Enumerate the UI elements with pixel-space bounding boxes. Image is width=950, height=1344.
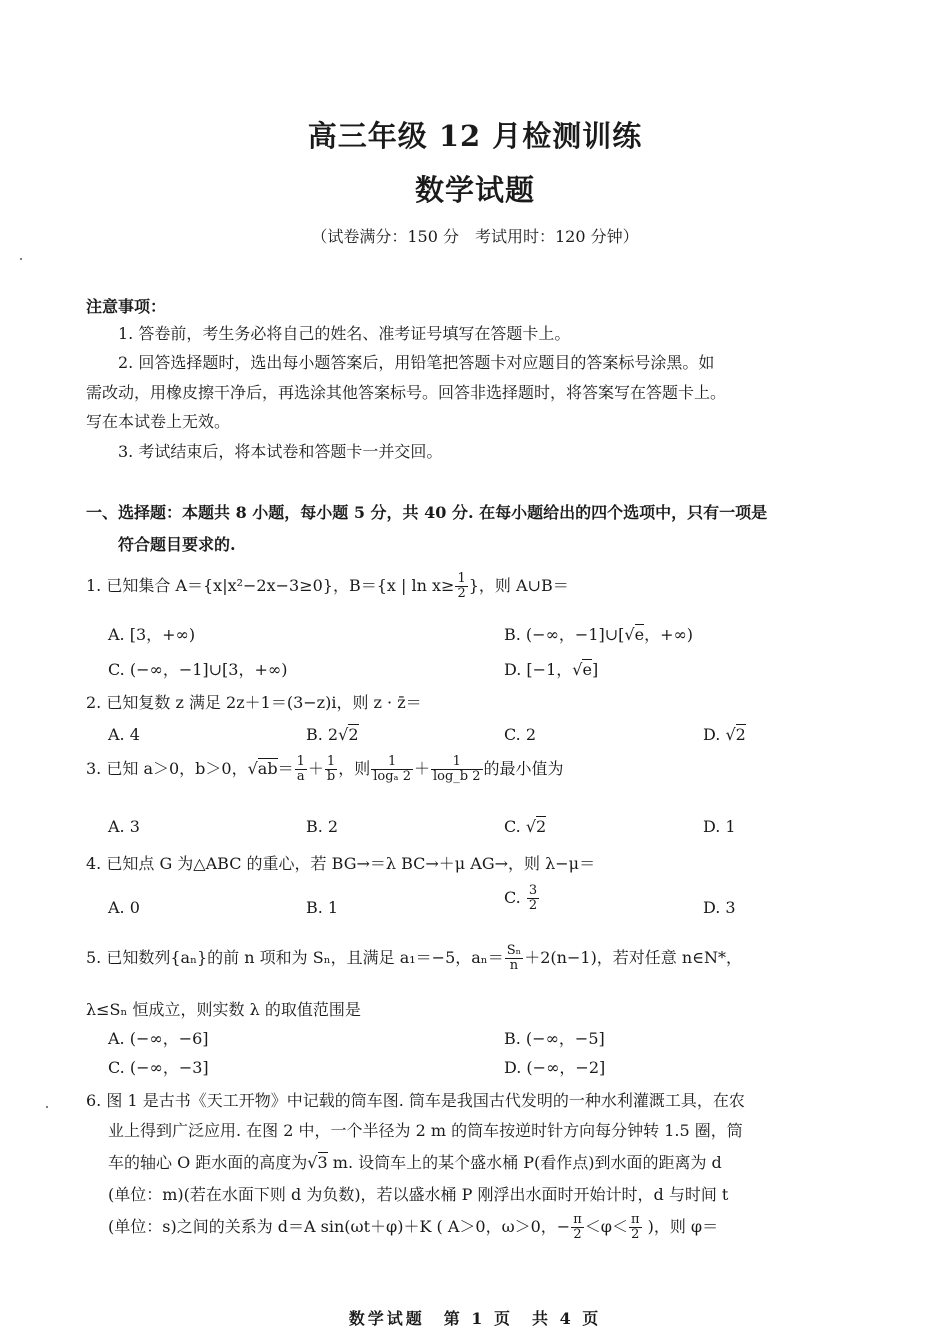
- q6-fraction-1: [571, 1213, 584, 1242]
- q2-option-c: C. 2: [504, 725, 537, 744]
- question-5-line-2: λ≤Sₙ 恒成立，则实数 λ 的取值范围是: [86, 1000, 361, 1019]
- q3-f3-num: 1: [371, 755, 413, 770]
- q3-stem-a: 3. 已知 a＞0，b＞0，: [86, 759, 248, 778]
- q5-option-c: C. (−∞，−3]: [108, 1058, 209, 1077]
- q5-fraction: [505, 944, 524, 973]
- subject-title: 数学试题: [414, 173, 535, 207]
- q3-option-a: A. 3: [108, 817, 140, 836]
- q1-d-radicand: e: [582, 660, 592, 679]
- q1-b-post: ，+∞): [644, 625, 694, 644]
- q3-c-pre: C.: [504, 817, 526, 836]
- q5-stem-a: 5. 已知数列{aₙ}的前 n 项和为 Sₙ，且满足 a₁＝−5，aₙ＝: [86, 948, 504, 967]
- q3-fraction-4: [431, 755, 483, 784]
- q3-fraction-1: [295, 755, 307, 784]
- q1-stem-text: 1. 已知集合 A＝{x|x²−2x−3≥0}，B＝{x | ln x≥: [86, 576, 455, 595]
- q5-option-d: D. (−∞，−2]: [504, 1058, 606, 1077]
- page-footer: 数学试题 第 1 页 共 4 页: [348, 1309, 602, 1328]
- q6-line5-post: )，则 φ＝: [642, 1217, 719, 1236]
- q3-f2-num: 1: [325, 755, 337, 770]
- q3-plus-1: ＋: [307, 759, 324, 778]
- q4-c-den: 2: [528, 898, 538, 913]
- q6-line5-mid: ＜φ＜: [584, 1217, 628, 1236]
- q4-option-c: [504, 884, 540, 913]
- notice-item-3: 3. 考试结束后，将本试卷和答题卡一并交回。: [118, 442, 443, 461]
- question-6-line-5: [108, 1213, 718, 1242]
- notice-item-1: 1. 答卷前，考生务必将自己的姓名、准考证号填写在答题卡上。: [118, 324, 571, 343]
- q4-c-num: 3: [528, 883, 538, 898]
- q5-frac-den: n: [509, 958, 519, 973]
- q2-option-d: D. √2: [703, 725, 746, 744]
- q3-option-b: B. 2: [306, 817, 339, 836]
- q5-frac-num: Sₙ: [506, 943, 522, 958]
- q1-d-post: ]: [591, 660, 599, 679]
- q5-option-a: A. (−∞，−6]: [108, 1029, 209, 1048]
- q3-c-radicand: 2: [536, 817, 547, 836]
- q2-option-a: A. 4: [108, 725, 140, 744]
- q4-option-b: B. 1: [306, 898, 339, 917]
- notice-item-2-line-2: 需改动，用橡皮擦干净后，再选涂其他答案标号。回答非选择题时，将答案写在答题卡上。: [86, 383, 727, 402]
- q1-fraction: [455, 572, 467, 601]
- q4-option-a: A. 0: [108, 898, 140, 917]
- q6-line3-pre: 车的轴心 O 距水面的高度为: [108, 1153, 308, 1172]
- q2-d-radicand: 2: [735, 725, 746, 744]
- q1-frac-num: 1: [457, 571, 466, 586]
- scan-speck: [20, 258, 22, 260]
- q2-option-b: B. 2√2: [306, 725, 359, 744]
- q5-option-b: B. (−∞，−5]: [504, 1029, 605, 1048]
- q6-line5-pre: (单位：s)之间的关系为 d＝A sin(ωt＋φ)＋K ( A＞0，ω＞0，−: [108, 1217, 571, 1236]
- question-3-stem: 3. 已知 a＞0，b＞0，√ab＝ $\frac{1}{a}$ ＋ $\frac{1}{b}$ ，则 $\frac{1}{\text{logₐ 2}}$ ＋ $\frac{1}{\log\_b 2}$ 的最小值为: [86, 754, 564, 784]
- q1-option-b: B. (−∞，−1]∪[√e，+∞): [504, 625, 694, 644]
- q2-d-pre: D.: [703, 725, 726, 744]
- exam-meta: （试卷满分：150 分 考试用时：120 分钟）: [311, 227, 639, 246]
- question-6-line-2: 业上得到广泛应用. 在图 2 中，一个半径为 2 m 的筒车按逆时针方向每分钟转 1.5 圈，筒: [108, 1121, 743, 1140]
- q4-c-fraction: [527, 884, 539, 913]
- notice-item-2-line-1: 2. 回答选择题时，选出每小题答案后，用铅笔把答题卡对应题目的答案标号涂黑。如: [118, 353, 715, 372]
- q1-d-pre: D. [−1，: [504, 660, 573, 679]
- q1-option-c: C. (−∞，−1]∪[3，+∞): [108, 660, 288, 679]
- q3-stem-c: ，则: [338, 759, 371, 778]
- q2-b-radicand: 2: [348, 725, 359, 744]
- q4-option-d: D. 3: [703, 898, 736, 917]
- section-heading-line-2: 符合题目要求的.: [118, 535, 236, 554]
- q6-f2-num: π: [630, 1212, 640, 1227]
- q3-option-d: D. 1: [703, 817, 736, 836]
- q4-c-pre: C.: [504, 888, 526, 907]
- q3-plus-2: ＋: [413, 759, 430, 778]
- notice-item-2-line-3: 写在本试卷上无效。: [86, 412, 231, 431]
- q3-f4-num: 1: [431, 755, 483, 770]
- q1-option-a: A. [3，+∞): [108, 625, 196, 644]
- q1-frac-den: 2: [457, 586, 466, 601]
- q1-stem-tail: }，则 A∪B＝: [468, 576, 569, 595]
- q3-stem-b: ＝: [277, 759, 294, 778]
- question-6-line-3: 车的轴心 O 距水面的高度为√3 m. 设筒车上的某个盛水桶 P(看作点)到水面的距离为 d: [108, 1153, 722, 1172]
- q1-b-radicand: e: [634, 625, 645, 644]
- q1-b-pre: B. (−∞，−1]∪[: [504, 625, 625, 644]
- q6-fraction-2: [629, 1213, 642, 1242]
- q3-f3-den: logₐ 2: [373, 769, 411, 784]
- question-1-stem: [86, 572, 569, 601]
- q2-b-pre: B. 2: [306, 725, 339, 744]
- q3-fraction-3: [371, 755, 413, 784]
- question-6-line-4: (单位：m)(若在水面下则 d 为负数)，若以盛水桶 P 刚浮出水面时开始计时，d 与时间 t: [108, 1185, 729, 1204]
- q6-line3-post: m. 设筒车上的某个盛水桶 P(看作点)到水面的距离为 d: [327, 1153, 722, 1172]
- q6-f1-den: 2: [573, 1227, 582, 1242]
- question-5-stem: [86, 944, 742, 973]
- question-6-line-1: 6. 图 1 是古书《天工开物》中记载的筒车图. 筒车是我国古代发明的一种水利灌溉工具，在农: [86, 1091, 745, 1110]
- q6-f2-den: 2: [631, 1227, 640, 1242]
- q3-f4-den: log_b 2: [432, 769, 481, 784]
- scan-speck: [46, 1106, 48, 1108]
- q3-radicand: ab: [257, 759, 278, 778]
- q6-line3-radicand: 3: [317, 1153, 328, 1172]
- question-2-stem: 2. 已知复数 z 满足 2z＋1＝(3−z)i，则 z · z̄＝: [86, 693, 422, 712]
- notice-heading: 注意事项：: [86, 297, 167, 316]
- q1-option-d: D. [−1，√e]: [504, 660, 599, 679]
- q3-stem-d: 的最小值为: [483, 759, 564, 778]
- question-4-stem: 4. 已知点 G 为△ABC 的重心，若 BG→＝λ BC→＋μ AG→，则 λ−μ＝: [86, 854, 596, 873]
- q3-f1-num: 1: [296, 754, 305, 769]
- q6-f1-num: π: [573, 1212, 582, 1227]
- q3-fraction-2: [325, 755, 337, 784]
- section-heading-line-1: 一、选择题：本题共 8 小题，每小题 5 分，共 40 分. 在每小题给出的四个选项中，只有一项是: [86, 503, 768, 522]
- q3-f2-den: b: [326, 769, 336, 784]
- exam-title: 高三年级 12 月检测训练: [307, 119, 643, 153]
- q5-stem-b: ＋2(n−1)，若对任意 n∈N*，: [524, 948, 743, 967]
- q3-f1-den: a: [296, 769, 305, 784]
- q3-option-c: C. √2: [504, 817, 547, 836]
